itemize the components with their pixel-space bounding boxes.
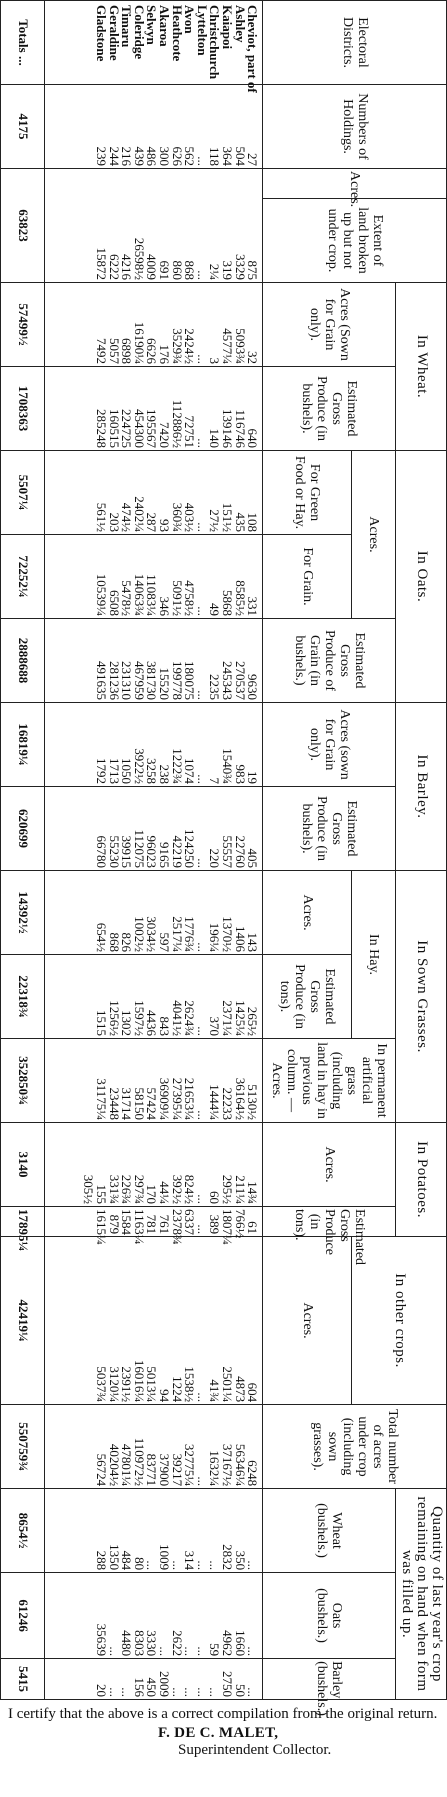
holdings-header: Numbers of Holdings. (263, 85, 447, 169)
barley-produce-header: Estimated Gross Produce (in bushels). (263, 787, 396, 871)
hay-produce-header: Estimated Gross Produce (in tons). (263, 955, 352, 1039)
quantity-wheat-header: Wheat (bushels.) (263, 1489, 396, 1573)
oats-green-header: For Green Food or Hay. (263, 451, 352, 535)
hay-acres-values: 143 1406 1370½ 196¼ ... 1776¾ 2517¼ 597 3034½ 1002½ 826 868 654½ (45, 871, 263, 955)
oats-grain-values: 331 8585½ 5868 49 ... 4758½ 5091½ 346 11083¼ 14063¾ 5478½ 6508 10539¼ (45, 535, 263, 619)
signature-role: Superintendent Collector. (178, 1742, 332, 1758)
potatoes-produce-header: Estimated Gross Produce (in tons). (263, 1207, 396, 1237)
holdings-values: 27 504 364 118 ... 562 626 300 486 439 216 244 239 (45, 85, 263, 169)
total-other-acres: 42419¼ (1, 1237, 45, 1405)
oats-green-values: 108 435 151½ 27½ ... 403½ 360¾ 93 287 2402¼ 474½ 203 561½ (45, 451, 263, 535)
permanent-grass-values: 5130½ 36164½ 22233 1444¼ ... 21653¼ 27395¼ 36909¼ 57424 58150 31714 23448 31175¼ (45, 1039, 263, 1123)
total-potatoes-produce: 17895¼ (1, 1207, 45, 1237)
total-hay-produce: 22318¾ (1, 955, 45, 1039)
potatoes-acres-values: 14¾ 211¼ 295½ 60 ... 824½ 392½ 44¼ 170 297¾ 226¾ 331¾ 155 305½ (45, 1123, 263, 1207)
wheat-acres-header: Acres (Sown for Grain only). (263, 283, 396, 367)
total-extent: 63823 (1, 169, 45, 283)
oats-acres-subheader: Acres. (352, 451, 396, 619)
wheat-acres-values: 32 5093¾ 4577¼ 3 ... 2424½ 3529¾ 176 6626 16190¼ 6898 5057 7492 (45, 283, 263, 367)
total-crop-sum: 550759¾ (1, 1405, 45, 1489)
total-oats-produce: 2888688 (1, 619, 45, 703)
total-wheat-acres: 57499½ (1, 283, 45, 367)
signature-name: F. DE C. MALET, (158, 1725, 279, 1741)
other-acres-header: Acres. (263, 1237, 352, 1405)
barley-produce-values: 405 22760 55557 220 ... 124250 42219 9165 96023 112075 39915 55230 66780 (45, 787, 263, 871)
total-oats-grain: 72252¼ (1, 535, 45, 619)
total-wheat-produce: 1708363 (1, 367, 45, 451)
total-crop-header: Total number of acres under crop (including sown grasses). (263, 1405, 447, 1489)
hay-produce-values: 265½ 1425¼ 2371¼ 370 ... 2624¾ 4041½ 843 4436 1597½ 1302 1256½ 1515 (45, 955, 263, 1039)
oats-produce-header: Estimated Gross Produce of Grain (in bushels.) (263, 619, 396, 703)
total-quantity-wheat: 8654½ (1, 1489, 45, 1573)
potatoes-acres-header: Acres. (263, 1123, 396, 1207)
total-crop-values: 6248 56346¼ 37167½ 1632¼ ... 32775¼ 39217 37900 83771 110972½ 47801¼ 40204½ 56724 (45, 1405, 263, 1489)
quantity-group-header: Quantity of last year's crop remaining on hand when form was filled up. (396, 1489, 447, 1700)
district-names: Cheviot, part of Ashley Kaiapoi Christchurch Lyttelton Avon Heathcote Akaroa Selwyn Coleridge Timaru Geraldine Gladstone (45, 1, 263, 85)
permanent-grass-header: In permanent artificial grass (including land in hay in previous column. —Acres. (263, 1039, 396, 1123)
oats-grain-header: For Grain. (263, 535, 352, 619)
quantity-barley-header: Barley (bushels.) (263, 1659, 396, 1700)
extent-acres-subheader: Acres. (263, 169, 447, 199)
quantity-oats-header: Oats (bushels.) (263, 1573, 396, 1659)
total-holdings: 4175 (1, 85, 45, 169)
barley-group-header: In Barley. (396, 703, 447, 871)
barley-acres-header: Acres (sown for Grain only). (263, 703, 396, 787)
barley-acres-values: 19 983 1540¾ 7 ... 1074 1222¾ 238 3258 3922½ 1050 1713 1792 (45, 703, 263, 787)
potatoes-produce-values: 61 766½ 1807¼ 389 ... 6337 2378¾ 761 781 1163¼ 1584 879 1615¼ (45, 1207, 263, 1237)
extent-header: Extent of land broken up but not under crop. (263, 199, 447, 283)
totals-label: Totals ... (1, 1, 45, 85)
quantity-barley-values: ... 50 2750 ... ... ... ... 2009 450 156 ... ... 20 (45, 1659, 263, 1700)
total-barley-acres: 16819¼ (1, 703, 45, 787)
certification-text: I certify that the above is a correct compilation from the original return. (8, 1706, 438, 1722)
quantity-oats-values: ... 1660 4962 59 ... ... 2622 ... 3330 8303 4480 ... 35639 (45, 1573, 263, 1659)
total-quantity-oats: 61246 (1, 1573, 45, 1659)
other-acres-values: 604 4873 2501¼ 41¾ ... 1538½ 1224 94 5013¼ 16016¼ 2391½ 3120¼ 5037¾ (45, 1237, 263, 1405)
total-potatoes-acres: 3140 (1, 1123, 45, 1207)
hay-group-header: In Hay. (352, 871, 396, 1039)
quantity-wheat-values: ... 350 2832 ... ... 314 ... 1009 ... 80 484 1350 288 (45, 1489, 263, 1573)
wheat-produce-header: Estimated Gross Produce (in bushels). (263, 367, 396, 451)
wheat-produce-values: 640 116746 139146 140 ... 72751 112886½ 7420 195567 454300 224725 160515 285248 (45, 367, 263, 451)
oats-produce-values: 9630 270537 245343 2235 ... 180075 199778 15520 381730 467959 231310 281236 491635 (45, 619, 263, 703)
total-permanent-grass: 352850¾ (1, 1039, 45, 1123)
total-hay-acres: 14392½ (1, 871, 45, 955)
total-oats-green: 5507¼ (1, 451, 45, 535)
total-quantity-barley: 5415 (1, 1659, 45, 1700)
oats-group-header: In Oats. (396, 451, 447, 703)
other-crops-group-header: In other crops. (352, 1237, 447, 1405)
potatoes-group-header: In Potatoes. (396, 1123, 447, 1237)
sown-grasses-group-header: In Sown Grasses. (396, 871, 447, 1123)
district-header: Electoral Districts. (263, 1, 447, 85)
certification-footer (8, 1706, 440, 1759)
total-barley-produce: 620699 (1, 787, 45, 871)
wheat-group-header: In Wheat. (396, 283, 447, 451)
extent-values: 875 3329 319 2¼ ... 868 860 691 4009 26598½ 4216 6222 15872 (45, 169, 263, 283)
hay-acres-header: Acres. (263, 871, 352, 955)
